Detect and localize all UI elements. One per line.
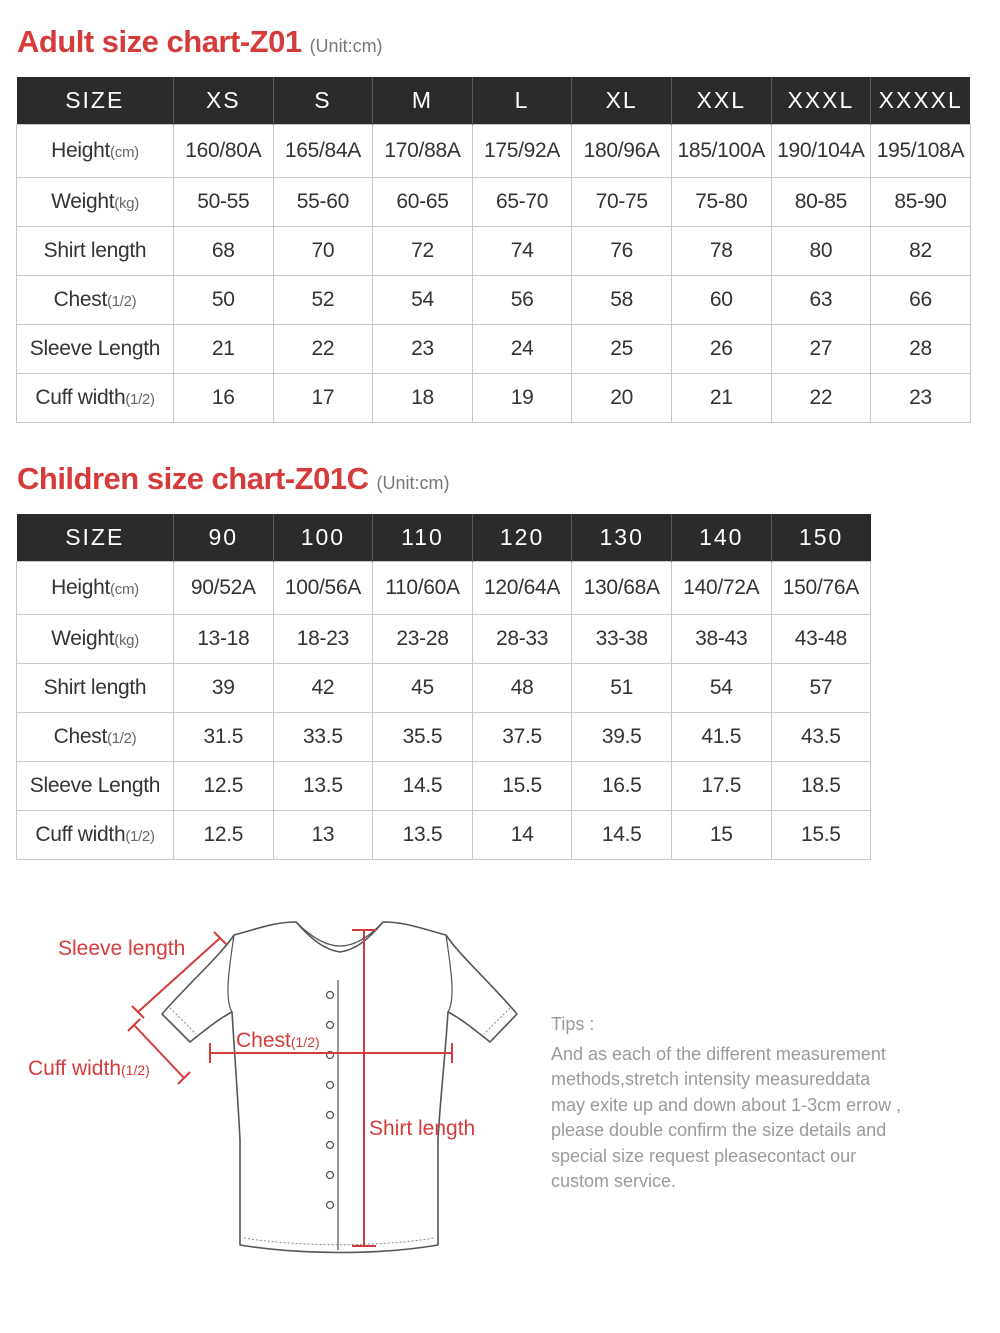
table-cell: 70	[273, 227, 373, 276]
row-label	[17, 374, 174, 423]
row-label-text: Weight	[51, 190, 115, 213]
table-cell: 70-75	[572, 178, 672, 227]
row-label	[17, 276, 174, 325]
table-cell: 72	[373, 227, 473, 276]
table-cell: 15	[671, 811, 771, 860]
table-cell: 23	[373, 325, 473, 374]
table-cell: 28	[871, 325, 971, 374]
adult-chart-unit: (Unit:cm)	[309, 36, 383, 56]
row-label	[17, 227, 174, 276]
table-cell: 33.5	[273, 713, 373, 762]
row-label-text: Height	[51, 576, 111, 599]
table-cell: 45	[373, 664, 473, 713]
table-cell: 22	[273, 325, 373, 374]
table-cell: 74	[472, 227, 572, 276]
row-label	[17, 713, 174, 762]
row-label-text: Shirt length	[43, 239, 147, 262]
tips-text	[551, 1042, 981, 1195]
shirt-length-label: Shirt length	[369, 1117, 476, 1140]
shirt-button	[327, 1112, 334, 1119]
size-header-cell: SIZE	[17, 77, 174, 125]
table-cell: 180/96A	[572, 125, 672, 178]
table-cell: 66	[871, 276, 971, 325]
size-column-header: 150	[771, 514, 871, 562]
table-cell: 140/72A	[671, 562, 771, 615]
tips-line: may exite up and down about 1-3cm errow ,	[551, 1094, 902, 1115]
table-cell: 13.5	[273, 762, 373, 811]
table-cell: 13	[273, 811, 373, 860]
table-cell: 170/88A	[373, 125, 473, 178]
table-cell: 31.5	[174, 713, 274, 762]
row-label	[17, 125, 174, 178]
table-cell: 18	[373, 374, 473, 423]
children-chart-unit: (Unit:cm)	[376, 473, 450, 493]
row-label-text: Sleeve Length	[29, 337, 161, 360]
row-label-text: Weight	[51, 627, 115, 650]
table-cell: 17	[273, 374, 373, 423]
row-label-unit: (1/2)	[125, 391, 155, 408]
row-label-text: Sleeve Length	[29, 774, 161, 797]
table-cell: 165/84A	[273, 125, 373, 178]
row-label-unit: (1/2)	[125, 828, 155, 845]
tips-line: methods,stretch intensity measureddata	[551, 1069, 871, 1089]
children-chart-heading	[17, 461, 449, 497]
table-cell: 65-70	[472, 178, 572, 227]
table-cell: 43.5	[771, 713, 871, 762]
table-cell: 15.5	[472, 762, 572, 811]
table-row	[17, 325, 971, 374]
table-cell: 23	[871, 374, 971, 423]
row-label	[17, 811, 174, 860]
size-column-header: 90	[174, 514, 274, 562]
table-cell: 27	[771, 325, 871, 374]
shirt-button	[327, 1142, 334, 1149]
table-cell: 39	[174, 664, 274, 713]
tips-line: please double confirm the size details and	[551, 1120, 887, 1140]
table-cell: 80-85	[771, 178, 871, 227]
shirt-button	[327, 1082, 334, 1089]
row-label	[17, 762, 174, 811]
table-cell: 35.5	[373, 713, 473, 762]
row-label-unit: (1/2)	[107, 293, 137, 310]
children-chart-title: Children size chart-Z01C	[17, 461, 369, 496]
table-cell: 13-18	[174, 615, 274, 664]
table-cell: 22	[771, 374, 871, 423]
size-column-header: 100	[273, 514, 373, 562]
table-cell: 120/64A	[472, 562, 572, 615]
size-column-header: 140	[671, 514, 771, 562]
size-column-header: M	[373, 77, 473, 125]
row-label	[17, 325, 174, 374]
table-cell: 175/92A	[472, 125, 572, 178]
table-cell: 54	[373, 276, 473, 325]
shirt-button	[327, 1172, 334, 1179]
table-cell: 21	[671, 374, 771, 423]
table-row	[17, 615, 871, 664]
table-cell: 18.5	[771, 762, 871, 811]
table-cell: 80	[771, 227, 871, 276]
size-column-header: S	[273, 77, 373, 125]
row-label-unit: (kg)	[114, 632, 139, 649]
table-cell: 78	[671, 227, 771, 276]
table-cell: 23-28	[373, 615, 473, 664]
row-label-text: Shirt length	[43, 676, 147, 699]
table-row	[17, 374, 971, 423]
table-cell: 38-43	[671, 615, 771, 664]
table-cell: 90/52A	[174, 562, 274, 615]
shirt-button	[327, 1022, 334, 1029]
table-cell: 33-38	[572, 615, 672, 664]
table-cell: 56	[472, 276, 572, 325]
adult-chart-heading	[17, 24, 383, 60]
table-row	[17, 762, 871, 811]
table-cell: 160/80A	[174, 125, 274, 178]
shirt-button	[327, 992, 334, 999]
table-cell: 54	[671, 664, 771, 713]
table-cell: 60	[671, 276, 771, 325]
row-label-text: Cuff width	[35, 386, 126, 409]
table-cell: 28-33	[472, 615, 572, 664]
size-column-header: 110	[373, 514, 473, 562]
table-cell: 15.5	[771, 811, 871, 860]
table-header-row	[17, 77, 971, 125]
size-column-header: 130	[572, 514, 672, 562]
row-label-unit: (kg)	[114, 195, 139, 212]
size-header-cell: SIZE	[17, 514, 174, 562]
table-cell: 195/108A	[871, 125, 971, 178]
table-cell: 52	[273, 276, 373, 325]
tips-line: And as each of the different measurement	[551, 1043, 886, 1064]
table-cell: 37.5	[472, 713, 572, 762]
table-row	[17, 178, 971, 227]
size-column-header: L	[472, 77, 572, 125]
size-column-header: XL	[572, 77, 672, 125]
adult-size-table	[16, 77, 971, 423]
table-row	[17, 227, 971, 276]
table-cell: 14.5	[572, 811, 672, 860]
row-label-text: Chest	[53, 288, 107, 311]
row-label-unit: (cm)	[110, 581, 139, 598]
table-cell: 76	[572, 227, 672, 276]
adult-chart-title: Adult size chart-Z01	[17, 24, 302, 59]
row-label-text: Height	[51, 139, 111, 162]
children-size-table	[16, 514, 871, 860]
row-label	[17, 562, 174, 615]
table-cell: 100/56A	[273, 562, 373, 615]
table-cell: 20	[572, 374, 672, 423]
table-cell: 18-23	[273, 615, 373, 664]
tips-heading: Tips :	[551, 1014, 595, 1034]
table-cell: 55-60	[273, 178, 373, 227]
size-column-header: 120	[472, 514, 572, 562]
table-cell: 26	[671, 325, 771, 374]
row-label	[17, 664, 174, 713]
table-cell: 82	[871, 227, 971, 276]
table-cell: 51	[572, 664, 672, 713]
table-cell: 21	[174, 325, 274, 374]
shirt-button	[327, 1202, 334, 1209]
table-cell: 43-48	[771, 615, 871, 664]
size-column-header: XXL	[671, 77, 771, 125]
size-column-header: XXXL	[771, 77, 871, 125]
table-cell: 185/100A	[671, 125, 771, 178]
table-cell: 75-80	[671, 178, 771, 227]
row-label-unit: (cm)	[110, 144, 139, 161]
chest-label: Chest(1/2)	[236, 1029, 320, 1052]
table-cell: 63	[771, 276, 871, 325]
table-cell: 60-65	[373, 178, 473, 227]
size-column-header: XS	[174, 77, 274, 125]
table-row	[17, 276, 971, 325]
shirt-measurement-diagram	[20, 900, 540, 1325]
table-cell: 130/68A	[572, 562, 672, 615]
table-cell: 68	[174, 227, 274, 276]
table-cell: 13.5	[373, 811, 473, 860]
sleeve-length-label: Sleeve length	[58, 937, 186, 960]
table-row	[17, 811, 871, 860]
table-cell: 42	[273, 664, 373, 713]
cuff-width-label: Cuff width(1/2)	[28, 1057, 150, 1080]
table-cell: 48	[472, 664, 572, 713]
row-label-text: Cuff width	[35, 823, 126, 846]
table-cell: 19	[472, 374, 572, 423]
tips-line: special size request pleasecontact our	[551, 1145, 857, 1166]
table-cell: 57	[771, 664, 871, 713]
table-row	[17, 562, 871, 615]
table-cell: 110/60A	[373, 562, 473, 615]
table-cell: 24	[472, 325, 572, 374]
table-cell: 16	[174, 374, 274, 423]
table-cell: 12.5	[174, 762, 274, 811]
row-label	[17, 178, 174, 227]
table-header-row	[17, 514, 871, 562]
row-label	[17, 615, 174, 664]
tips-line: custom service.	[551, 1171, 677, 1191]
table-cell: 85-90	[871, 178, 971, 227]
table-row	[17, 125, 971, 178]
table-cell: 12.5	[174, 811, 274, 860]
row-label-unit: (1/2)	[107, 730, 137, 747]
table-row	[17, 664, 871, 713]
table-cell: 58	[572, 276, 672, 325]
table-cell: 14.5	[373, 762, 473, 811]
shirt-outline	[162, 922, 517, 1253]
table-cell: 39.5	[572, 713, 672, 762]
row-label-text: Chest	[53, 725, 107, 748]
table-cell: 17.5	[671, 762, 771, 811]
table-cell: 150/76A	[771, 562, 871, 615]
table-row	[17, 713, 871, 762]
table-cell: 50-55	[174, 178, 274, 227]
table-cell: 190/104A	[771, 125, 871, 178]
table-cell: 50	[174, 276, 274, 325]
size-column-header: XXXXL	[871, 77, 971, 125]
table-cell: 14	[472, 811, 572, 860]
table-cell: 25	[572, 325, 672, 374]
table-cell: 16.5	[572, 762, 672, 811]
tips-section	[551, 1012, 981, 1195]
table-cell: 41.5	[671, 713, 771, 762]
